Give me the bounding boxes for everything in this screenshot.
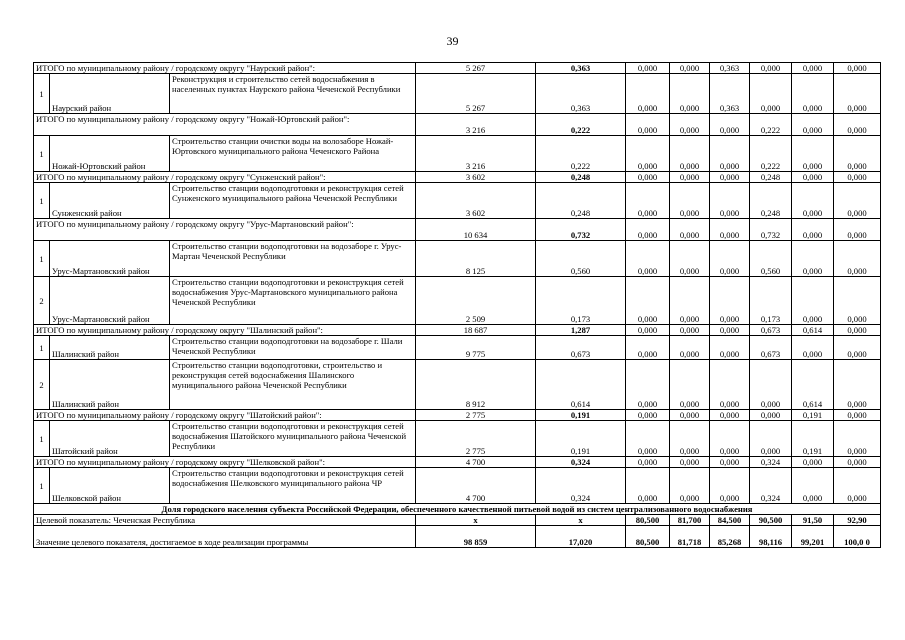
- value-cell: 0,732: [750, 219, 792, 241]
- district-name: Шалинский район: [50, 360, 170, 410]
- project-description: Строительство станции водоподготовки и реконструкция сетей Сунженского муниципального района Чеченской Республики: [170, 183, 416, 219]
- value-cell: 0,000: [710, 336, 750, 360]
- value-cell: 0,000: [670, 114, 710, 136]
- value-cell: 0,000: [626, 360, 670, 410]
- value-cell: 3 602: [416, 172, 536, 183]
- value-cell: 0,000: [792, 74, 834, 114]
- value-cell: 0,000: [670, 277, 710, 325]
- value-cell: 0,000: [670, 136, 710, 172]
- subtotal-row: [34, 63, 881, 74]
- row-number: 1: [34, 136, 50, 172]
- indicator-value: 92,90: [834, 515, 881, 526]
- value-cell: 0,000: [834, 457, 881, 468]
- indicator-value: x: [416, 515, 536, 526]
- value-cell: 0,000: [710, 136, 750, 172]
- row-number: 1: [34, 421, 50, 457]
- value-cell: 0,000: [750, 63, 792, 74]
- value-cell: 3 216: [416, 136, 536, 172]
- value-cell: 2 775: [416, 421, 536, 457]
- value-cell: 0,614: [792, 360, 834, 410]
- value-cell: 0,324: [536, 468, 626, 504]
- subtotal-label: ИТОГО по муниципальному району / городскому округу "Шелковской район":: [34, 457, 416, 468]
- subtotal-share: 0,222: [536, 114, 626, 136]
- district-name: Шатойский район: [50, 421, 170, 457]
- value-cell: 0,000: [834, 336, 881, 360]
- indicator-value: 81,700: [670, 515, 710, 526]
- project-description: Строительство станции водоподготовки на водозаборе г. Шали Чеченской Республики: [170, 336, 416, 360]
- value-cell: 0,000: [626, 74, 670, 114]
- row-number: 2: [34, 277, 50, 325]
- value-cell: 2 775: [416, 410, 536, 421]
- value-cell: 0,673: [536, 336, 626, 360]
- indicator-value: 80,500: [626, 526, 670, 548]
- value-cell: 0,222: [750, 114, 792, 136]
- project-row: [34, 421, 881, 457]
- indicator-value: 80,500: [626, 515, 670, 526]
- value-cell: 0,000: [626, 183, 670, 219]
- value-cell: 0,614: [792, 325, 834, 336]
- value-cell: 0,000: [670, 63, 710, 74]
- project-row: [34, 336, 881, 360]
- value-cell: 0,000: [792, 136, 834, 172]
- value-cell: 0,000: [710, 241, 750, 277]
- indicator-label: Значение целевого показателя, достигаемое в ходе реализации программы: [34, 526, 416, 548]
- indicator-heading-row: [34, 504, 881, 515]
- project-row: [34, 74, 881, 114]
- district-name: Наурский район: [50, 74, 170, 114]
- value-cell: 0,000: [670, 468, 710, 504]
- subtotal-row: [34, 114, 881, 136]
- value-cell: 0,222: [536, 136, 626, 172]
- project-row: [34, 468, 881, 504]
- program-table: [33, 62, 881, 548]
- value-cell: 0,000: [792, 172, 834, 183]
- indicator-value: x: [536, 515, 626, 526]
- project-row: [34, 183, 881, 219]
- value-cell: 18 687: [416, 325, 536, 336]
- district-name: Урус-Мартановский район: [50, 277, 170, 325]
- value-cell: 0,248: [536, 183, 626, 219]
- value-cell: 8 912: [416, 360, 536, 410]
- value-cell: 3 602: [416, 183, 536, 219]
- value-cell: 0,000: [670, 457, 710, 468]
- page-number: 39: [446, 34, 459, 48]
- value-cell: 9 775: [416, 336, 536, 360]
- row-number: 1: [34, 241, 50, 277]
- value-cell: 0,191: [792, 410, 834, 421]
- value-cell: 0,000: [710, 468, 750, 504]
- project-description: Строительство станции водоподготовки и реконструкция сетей водоснабжения Шелковского муниципального района ЧР: [170, 468, 416, 504]
- project-description: Строительство станции водоподготовки на водозаборе г. Урус-Мартан Чеченской Республики: [170, 241, 416, 277]
- subtotal-share: 0,248: [536, 172, 626, 183]
- value-cell: 0,000: [750, 74, 792, 114]
- district-name: Урус-Мартановский район: [50, 241, 170, 277]
- subtotal-row: [34, 172, 881, 183]
- value-cell: 0,000: [626, 336, 670, 360]
- value-cell: 0,324: [750, 457, 792, 468]
- district-name: Сунженский район: [50, 183, 170, 219]
- value-cell: 0,000: [710, 183, 750, 219]
- project-row: [34, 277, 881, 325]
- value-cell: 0,000: [626, 410, 670, 421]
- value-cell: 0,248: [750, 183, 792, 219]
- value-cell: 0,000: [834, 219, 881, 241]
- value-cell: 0,222: [750, 136, 792, 172]
- value-cell: 0,000: [834, 136, 881, 172]
- indicator-value: 100,0 0: [834, 526, 881, 548]
- value-cell: 0,000: [710, 325, 750, 336]
- value-cell: 0,000: [834, 421, 881, 457]
- value-cell: 0,000: [834, 63, 881, 74]
- value-cell: 0,000: [792, 468, 834, 504]
- project-row: [34, 241, 881, 277]
- value-cell: 0,000: [834, 183, 881, 219]
- indicator-label: Целевой показатель: Чеченская Республика: [34, 515, 416, 526]
- subtotal-share: 0,363: [536, 63, 626, 74]
- subtotal-share: 0,732: [536, 219, 626, 241]
- value-cell: 5 267: [416, 63, 536, 74]
- value-cell: 0,000: [626, 325, 670, 336]
- value-cell: 0,000: [792, 114, 834, 136]
- value-cell: 0,000: [626, 241, 670, 277]
- value-cell: 0,673: [750, 336, 792, 360]
- value-cell: 0,363: [536, 74, 626, 114]
- value-cell: 0,000: [834, 74, 881, 114]
- value-cell: 0,000: [670, 183, 710, 219]
- target-indicator-row: [34, 515, 881, 526]
- value-cell: 4 700: [416, 468, 536, 504]
- subtotal-row: [34, 219, 881, 241]
- value-cell: 0,560: [536, 241, 626, 277]
- row-number: 1: [34, 183, 50, 219]
- value-cell: 0,000: [626, 114, 670, 136]
- subtotal-label: ИТОГО по муниципальному району / городскому округу "Шалинский район":: [34, 325, 416, 336]
- value-cell: 0,173: [750, 277, 792, 325]
- value-cell: 0,000: [710, 172, 750, 183]
- value-cell: 4 700: [416, 457, 536, 468]
- value-cell: 0,000: [670, 421, 710, 457]
- subtotal-row: [34, 410, 881, 421]
- subtotal-label: ИТОГО по муниципальному району / городскому округу "Сунженский район":: [34, 172, 416, 183]
- value-cell: 0,000: [834, 468, 881, 504]
- value-cell: 0,000: [670, 74, 710, 114]
- value-cell: 0,000: [710, 410, 750, 421]
- value-cell: 0,000: [834, 241, 881, 277]
- project-description: Реконструкция и строительство сетей водоснабжения в населенных пунктах Наурского района Чеченской Республики: [170, 74, 416, 114]
- subtotal-share: 0,191: [536, 410, 626, 421]
- district-name: Ножай-Юртовский район: [50, 136, 170, 172]
- project-description: Строительство станции водоподготовки, строительство и реконструкция сетей водоснабжения Шалинского муниципального района Чеченской Республики: [170, 360, 416, 410]
- value-cell: 0,000: [834, 360, 881, 410]
- value-cell: 0,000: [834, 410, 881, 421]
- indicator-value: 84,500: [710, 515, 750, 526]
- row-number: 1: [34, 336, 50, 360]
- value-cell: 0,000: [792, 277, 834, 325]
- value-cell: 0,000: [792, 336, 834, 360]
- value-cell: 0,000: [834, 325, 881, 336]
- value-cell: 0,363: [710, 63, 750, 74]
- value-cell: 0,000: [626, 63, 670, 74]
- value-cell: 0,000: [670, 241, 710, 277]
- subtotal-label: ИТОГО по муниципальному району / городскому округу "Наурский район":: [34, 63, 416, 74]
- subtotal-label: ИТОГО по муниципальному району / городскому округу "Ножай-Юртовский район":: [34, 114, 416, 136]
- value-cell: 0,673: [750, 325, 792, 336]
- value-cell: 0,000: [750, 410, 792, 421]
- value-cell: 0,000: [670, 336, 710, 360]
- value-cell: 0,000: [834, 277, 881, 325]
- indicator-value: 85,268: [710, 526, 750, 548]
- value-cell: 0,000: [626, 457, 670, 468]
- district-name: Шелковской район: [50, 468, 170, 504]
- value-cell: 0,000: [626, 468, 670, 504]
- subtotal-share: 1,287: [536, 325, 626, 336]
- value-cell: 0,000: [626, 277, 670, 325]
- value-cell: 10 634: [416, 219, 536, 241]
- value-cell: 0,000: [750, 360, 792, 410]
- indicator-heading: Доля городского населения субъекта Российской Федерации, обеспеченного качественной питьевой водой из систем централизованного водоснабжения: [34, 504, 881, 515]
- project-row: [34, 360, 881, 410]
- project-description: Строительство станции водоподготовки и реконструкция сетей водоснабжения Урус-Мартановского муниципального района Чеченской Республики: [170, 277, 416, 325]
- table-body: [34, 63, 881, 548]
- project-description: Строительство станции водоподготовки и реконструкция сетей водоснабжения Шатойского муниципального района Чеченской Республики: [170, 421, 416, 457]
- value-cell: 0,363: [710, 74, 750, 114]
- value-cell: 3 216: [416, 114, 536, 136]
- value-cell: 0,191: [792, 421, 834, 457]
- value-cell: 0,191: [536, 421, 626, 457]
- subtotal-row: [34, 457, 881, 468]
- row-number: 1: [34, 468, 50, 504]
- value-cell: 0,000: [626, 219, 670, 241]
- value-cell: 0,000: [834, 172, 881, 183]
- achieved-indicator-row: [34, 526, 881, 548]
- value-cell: 0,000: [626, 172, 670, 183]
- indicator-value: 81,718: [670, 526, 710, 548]
- value-cell: 0,000: [792, 457, 834, 468]
- indicator-value: 91,50: [792, 515, 834, 526]
- value-cell: 0,000: [750, 421, 792, 457]
- value-cell: 0,000: [710, 219, 750, 241]
- value-cell: 0,000: [670, 219, 710, 241]
- value-cell: 0,614: [536, 360, 626, 410]
- indicator-value: 17,020: [536, 526, 626, 548]
- value-cell: 0,000: [626, 136, 670, 172]
- value-cell: 0,000: [834, 114, 881, 136]
- value-cell: 5 267: [416, 74, 536, 114]
- indicator-value: 98,116: [750, 526, 792, 548]
- value-cell: 0,560: [750, 241, 792, 277]
- value-cell: 0,000: [710, 360, 750, 410]
- row-number: 1: [34, 74, 50, 114]
- value-cell: 0,000: [670, 410, 710, 421]
- indicator-value: 90,500: [750, 515, 792, 526]
- value-cell: 0,000: [792, 183, 834, 219]
- value-cell: 0,248: [750, 172, 792, 183]
- subtotal-row: [34, 325, 881, 336]
- subtotal-label: ИТОГО по муниципальному району / городскому округу "Урус-Мартановский район":: [34, 219, 416, 241]
- value-cell: 2 509: [416, 277, 536, 325]
- subtotal-share: 0,324: [536, 457, 626, 468]
- subtotal-label: ИТОГО по муниципальному району / городскому округу "Шатойский район":: [34, 410, 416, 421]
- district-name: Шалинский район: [50, 336, 170, 360]
- value-cell: 0,000: [670, 172, 710, 183]
- value-cell: 0,000: [710, 114, 750, 136]
- value-cell: 0,000: [792, 241, 834, 277]
- value-cell: 0,000: [710, 277, 750, 325]
- value-cell: 0,000: [670, 360, 710, 410]
- value-cell: 0,324: [750, 468, 792, 504]
- value-cell: 0,000: [792, 219, 834, 241]
- value-cell: 0,000: [710, 421, 750, 457]
- indicator-value: 98 859: [416, 526, 536, 548]
- indicator-value: 99,201: [792, 526, 834, 548]
- value-cell: 0,000: [710, 457, 750, 468]
- project-row: [34, 136, 881, 172]
- row-number: 2: [34, 360, 50, 410]
- value-cell: 0,173: [536, 277, 626, 325]
- value-cell: 0,000: [626, 421, 670, 457]
- value-cell: 0,000: [792, 63, 834, 74]
- project-description: Строительство станции очистки воды на волозаборе Ножай-Юртовского муниципального района Чеченского Района: [170, 136, 416, 172]
- value-cell: 8 125: [416, 241, 536, 277]
- value-cell: 0,000: [670, 325, 710, 336]
